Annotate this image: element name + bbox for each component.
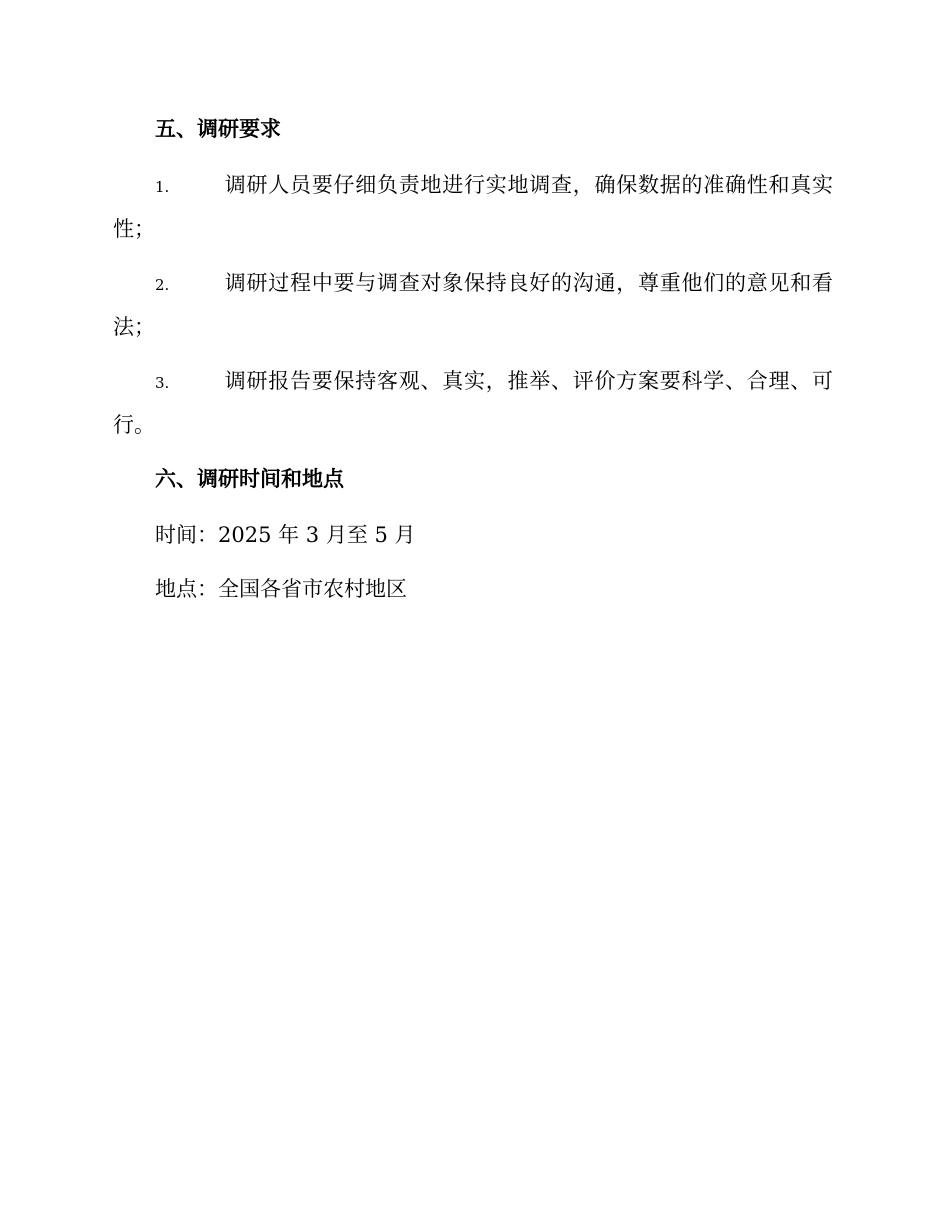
document-content bbox=[113, 108, 833, 622]
list-item bbox=[113, 164, 833, 250]
list-item bbox=[113, 262, 833, 348]
place-line: 地点：全国各省市农村地区 bbox=[155, 577, 407, 601]
list-item-number: 2. bbox=[155, 276, 170, 294]
list-item-number: 3. bbox=[155, 374, 170, 392]
list-item bbox=[113, 360, 833, 446]
section-heading-research-requirements: 五、调研要求 bbox=[155, 116, 281, 141]
list-item-text: 调研人员要仔细负责地进行实地调查，确保数据的准确性和真实性； bbox=[113, 173, 833, 241]
list-item-number: 1. bbox=[155, 178, 170, 196]
list-item-text: 调研报告要保持客观、真实，推举、评价方案要科学、合理、可行。 bbox=[113, 369, 833, 437]
section-heading-time-and-place: 六、调研时间和地点 bbox=[155, 466, 344, 491]
time-line: 时间：2025 年 3 月至 5 月 bbox=[155, 523, 416, 547]
list-item-text: 调研过程中要与调查对象保持良好的沟通，尊重他们的意见和看法； bbox=[113, 271, 833, 339]
